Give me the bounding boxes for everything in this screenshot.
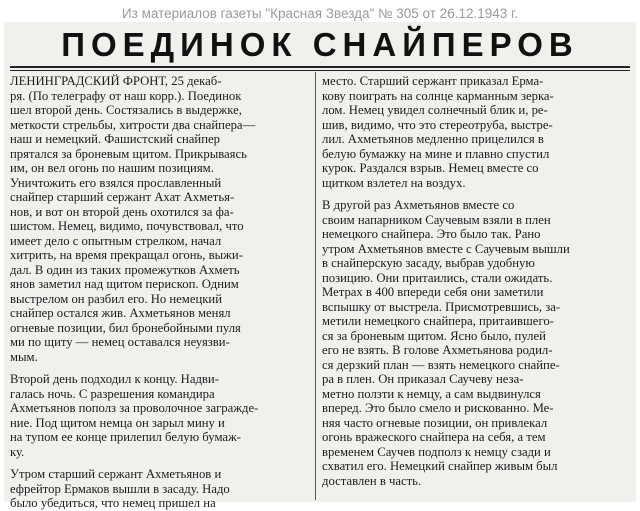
source-caption: Из материалов газеты "Красная Звезда" № 305 от 26.12.1943 г. xyxy=(121,6,519,21)
article-text-line: было убедиться, что немец пришел на xyxy=(10,496,216,510)
article-text-line: хитрить, на время прекращал огонь, выжи- xyxy=(10,248,243,262)
article-text-line: своим напарником Саучевым взяли в плен xyxy=(322,212,551,227)
article-text-line: ефрейтор Ермаков вышли в засаду. Надо xyxy=(10,481,230,496)
article-text-line: выстрелом он разбил его. Но немецкий xyxy=(10,291,222,306)
article-text-line: ра в плен. Он приказал Саучеву неза- xyxy=(322,372,524,386)
article-text-line: Второй день подходил к концу. Надви- xyxy=(10,372,219,386)
article-text-line: меткости стрельбы, хитрости два снайпера— xyxy=(10,117,256,132)
article-text-line: лом. Немец увидел солнечный блик и, ре- xyxy=(322,103,548,117)
article-text-line: огневые позиции, бил бронебойными пуля xyxy=(10,320,241,335)
article-text-line: шив, видимо, что это стереотруба, выстре- xyxy=(322,117,553,132)
headline-rule xyxy=(10,66,630,68)
article-column-left xyxy=(10,74,310,511)
article-text-line: снайпер старший сержант Ахат Ахметья- xyxy=(10,190,235,204)
article-text-line: щитком взлетел на воздух. xyxy=(322,175,466,190)
column-divider xyxy=(315,72,316,500)
article-column-right xyxy=(322,74,622,488)
article-text-line: ся за броневым щитом. Ясно было, пулей xyxy=(322,328,546,343)
article-text-line: доставлен в часть. xyxy=(322,473,422,488)
article-text-line: ся дерзкий план — взять немецкого снайпе- xyxy=(322,357,560,372)
article-text-line: утром Ахметьянов вместе с Саучевым вышли xyxy=(322,241,570,256)
article-text-line: няя часто огневые позиции, он привлекал xyxy=(322,415,548,430)
article-text-line: курок. Раздался взрыв. Немец вместе со xyxy=(322,161,539,175)
headline: ПОЕДИНОК СНАЙПЕРОВ xyxy=(61,26,579,63)
article-text-line: вспышку от выстрела. Присмотревшись, за- xyxy=(322,299,561,314)
article-text-line: лил. Ахметьянов медленно прицелился в xyxy=(322,132,544,146)
article-text-line: белую бумажку на мине и плавно спустил xyxy=(322,146,550,161)
article-text-line: шел второй день. Состязались в выдержке, xyxy=(10,103,242,117)
article-text-line: ми по щиту — немец оставался неуязви- xyxy=(10,335,230,349)
article-text-line: Уничтожить его взялся прославленный xyxy=(10,175,222,190)
article-text-line: схватил его. Немецкий снайпер живым был xyxy=(322,459,558,473)
article-text-line: им, он вел огонь по нашим позициям. xyxy=(10,161,214,175)
article-text-line: Ахметьянов пополз за проволочное загражде- xyxy=(10,401,259,415)
article-text-line: ря. (По телеграфу от наш корр.). Поединок xyxy=(10,88,242,103)
article-text-line: место. Старший сержант приказал Ерма- xyxy=(322,74,544,88)
article-text-line: нов, и вот он второй день охотился за фа- xyxy=(10,204,234,219)
article-text-line: мым. xyxy=(10,349,38,364)
article-text-line: метно ползти к немцу, а сам выдвинулся xyxy=(322,386,541,401)
paragraph-gap xyxy=(10,459,310,467)
article-text-line: в снайперскую засаду, выбрав удобную xyxy=(322,256,535,270)
article-text-line: его не взять. В голове Ахметьянова родил- xyxy=(322,343,553,357)
article-text-line: огонь вражеского снайпера на себя, а тем xyxy=(322,430,546,444)
article-text-line: ЛЕНИНГРАДСКИЙ ФРОНТ, 25 декаб- xyxy=(10,74,222,88)
article-text-line: немецкого снайпера. Это было так. Рано xyxy=(322,227,541,241)
article-text-line: прятался за броневым щитом. Прикрываясь xyxy=(10,146,247,161)
paragraph-gap xyxy=(10,364,310,372)
article-text-line: дал. В один из таких промежутков Ахметь xyxy=(10,262,240,277)
article-text-line: наш и немецкий. Фашистский снайпер xyxy=(10,132,220,146)
article-text-line: Утром старший сержант Ахметьянов и xyxy=(10,467,222,481)
article-text-line: галась ночь. С разрешения командира xyxy=(10,386,215,401)
article-text-line: кову поиграть на солнце карманным зерка- xyxy=(322,88,554,103)
paragraph-gap xyxy=(322,190,622,198)
headline-rule-thin xyxy=(10,70,630,71)
article-text-line: Метрах в 400 впереди себя они заметили xyxy=(322,285,544,299)
article-text-line: ние. Под щитом немца он зарыл мину и xyxy=(10,415,225,430)
article-text-line: вперед. Это было смело и рискованно. Ме- xyxy=(322,401,554,415)
article-text-line: на тупом ее конце прилепил белую бумаж- xyxy=(10,430,242,444)
article-text-line: временем Саучев подполз к немцу сзади и xyxy=(322,444,551,459)
article-text-line: ку. xyxy=(10,444,25,459)
article-text-line: метили немецкого снайпера, притаившего- xyxy=(322,314,554,328)
article-text-line: шистом. Немец, видимо, почувствовал, что xyxy=(10,219,244,233)
article-text-line: В другой раз Ахметьянов вместе со xyxy=(322,198,515,212)
article-text-line: янов заметил над щитом перископ. Одним xyxy=(10,277,239,291)
article-text-line: снайпер остался жив. Ахметьянов менял xyxy=(10,306,231,320)
article-text-line: позицию. Они притаились, стали ожидать. xyxy=(322,270,553,285)
article-text-line: имеет дело с опытным стрелком, начал xyxy=(10,233,222,248)
newspaper-clipping xyxy=(4,22,636,510)
